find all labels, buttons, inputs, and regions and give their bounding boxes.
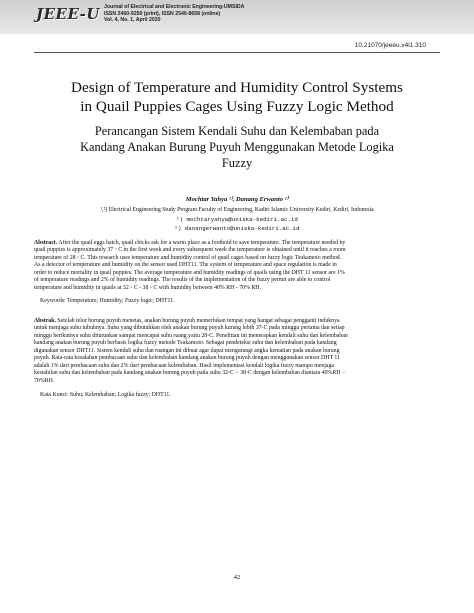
abstract-line: After the quail eggs hatch, quail chicks ask for a warm place as a foothold to save temperature. The temperature needed by [58,240,346,246]
title-indonesian-line: Fuzzy [221,155,253,170]
title-english [30,78,444,116]
abstract-line: As a detector of temperature and humidity on the sensor used DHT11. The system of temperature and space regulation is made in [34,262,337,269]
abstract-label: Abstract. [34,240,58,246]
abstrak-line: digunakan sensor DHT11. Sistem kendali suhu dan ruangan ini dibuat agar dapat mengurangi angka kematian pada anakan burung [34,347,340,354]
abstract-line: of temperature readings and 2% of humidity readings. The results of the implementation of the fuzzy permit are able to control [34,277,331,284]
abstrak-line: minggu berikutnya suhu diturunkan sampai mencapai suhu ruang yaitu 28◦C. Penelitian ini menerapkan kendali suhu dan kelembaban [34,332,348,339]
abstract-line: temperature and humidity in quails at 32 ◦ C - 38 ◦ C with humidity between 40% RH - 70% RH. [34,284,261,291]
journal-info [104,4,244,24]
header-divider [34,52,440,53]
abstrak-line: kestabilan suhu dan kelembaban pada kandang anakan burung puyuh pada suhu 32◦C − 38◦C dengan kelembaban diantara 40%RH − [34,370,346,377]
doi: 10.21070/jeeeu.v4i1.310 [354,42,426,49]
title-english-line: in Quail Puppies Cages Using Fuzzy Logic Method [80,98,394,115]
abstrak-label: Abstrak. [34,318,56,324]
keywords-english: Keywords: Temperature; Humidity; Fuzzy logic; DHT11. [40,298,175,304]
author-affiliation: ¹,²) Electrical Engineering Study Program Faculty of Engineering, Kadiri Islamic University Kediri, Kediri, Indonesia [100,207,374,213]
title-indonesian-line: Kandang Anakan Burung Puyuh Menggunakan Metode Logika [80,139,394,154]
journal-volume: Vol. 4, No. 1, April 2020 [104,17,161,24]
abstract-line: temperature of 28 ◦ C. This research uses temperature and humidity control of quail cages based on fuzzy logic Tsukamoto method. [34,254,342,261]
page-number: 42 [233,574,241,581]
author-names: Mochtar Yahya ¹⁾, Danang Erwanto ²⁾ [185,196,289,203]
journal-name: Journal of Electrical and Electronic Engineering-UMSIDA [104,4,245,10]
author-email-1: ¹) mochtaryahya@uniska-kediri.ac.id [176,216,298,223]
abstrak-line: 70%RH. [34,377,55,384]
author-email-2: ²) danangerwanto@uniska-kediri.ac.id [174,225,300,232]
keywords-indonesian: Kata Kunci: Suhu; Kelembaban; Logika fuzzy; DHT11. [40,392,171,398]
abstract-line: order to reduce mortality in quail puppies. The average temperature and humidity readings of quails using the DHT 11 sensor are 1% [34,269,345,276]
title-english-line: Design of Temperature and Humidity Control Systems [71,79,403,96]
journal-logo: JEEE-U [36,5,100,23]
journal-issn: ISSN 2460-9250 (print), ISSN 2540-8658 (online) [104,10,221,17]
abstrak-line: untuk menjaga suhu tubuhnya. Suhu yang dibutuhkan oleh anakan burung puyuh kurang lebih 37◦C pada minggu pertama dan setiap [34,325,345,332]
title-indonesian [30,124,444,171]
abstrak-line: Setelah telur burung puyuh menetas, anakan burung puyuh memerlukan tempat yang hangat sebagai pengganti induknya [57,318,340,324]
abstract-line: quail puppies is approximately 37 ◦ C in the first week and every subsequent week the temperature is obtained until it reaches a room [34,247,346,254]
abstract-english [34,240,440,292]
abstrak-line: adalah 1% dari pembacaan suhu dan 2% dari pembacaan kelembaban. Hasil implementasi kendali logika fuzzy mampu menjaga [34,362,335,369]
abstrak-line: kandang anakan burung puyuh berbasis logika fuzzy metode Tsukamoto. Sebagai pendeteksi suhu dan kelembaban pada kandang [34,340,337,347]
abstract-indonesian [34,318,440,385]
abstrak-line: puyuh. Rata-rata kesalahan pembacaan suhu dan kelembaban kandang anakan burung puyuh dengan menggunakan sensor DHT 11 [34,355,341,362]
title-indonesian-line: Perancangan Sistem Kendali Suhu dan Kelembaban pada [94,124,380,138]
